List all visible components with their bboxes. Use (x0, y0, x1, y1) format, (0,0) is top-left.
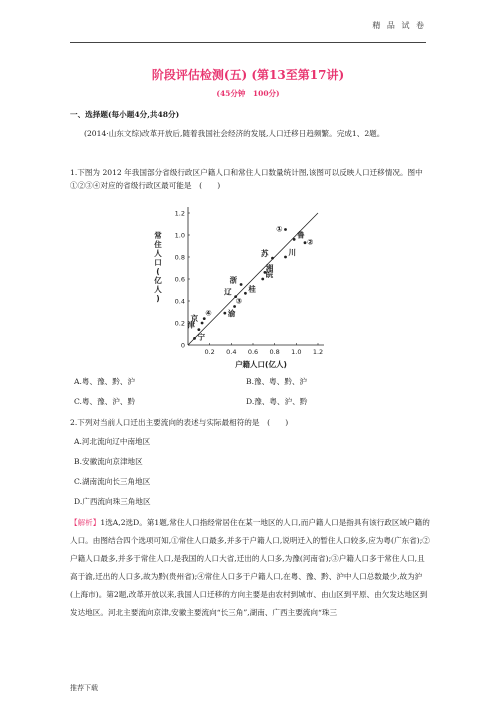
question-1-stem: 1.下图为 2012 年我国部分省级行政区户籍人口和常住人口数量统计图,该图可以反映人口迁移情况。图中①②③④对应的省级行政区最可能是 ( ) (70, 168, 423, 190)
q1-option-d: D.豫、粤、沪、黔 (246, 397, 308, 406)
y-tick-label: 1.0 (174, 231, 185, 240)
page-title: 阶段评估检测(五) (第13至第17讲) (151, 68, 345, 82)
y-axis-label-char: 人 (154, 249, 162, 258)
q2-option-b: B.安徽流向京津地区 (74, 457, 143, 466)
data-point (193, 337, 196, 340)
point-label: 浙 (229, 275, 238, 285)
data-point (197, 328, 200, 331)
header-divider (70, 42, 426, 43)
population-scatter-chart (150, 200, 360, 372)
y-axis-label-char: 常 (154, 231, 162, 240)
x-tick-label: 0.6 (247, 348, 259, 356)
page-footer: 推荐下载 (70, 684, 98, 692)
point-label: 辽 (224, 287, 232, 297)
page-header: 精 品 试 卷 (372, 21, 426, 30)
q1-option-a: A.粤、豫、黔、沪 (74, 377, 136, 386)
q2-option-c: C.湖南流向长三角地区 (74, 477, 151, 486)
y-tick-label: 0.2 (174, 319, 185, 328)
y-tick-label: 0.4 (174, 297, 185, 306)
point-label: ① (276, 224, 283, 234)
y-axis-label-char: 亿 (154, 276, 162, 285)
data-point (201, 322, 204, 325)
data-point (233, 305, 236, 308)
page-subtitle: (45分钟 100分) (216, 89, 280, 98)
point-label: ③ (235, 296, 242, 306)
point-label: ② (307, 237, 314, 247)
y-tick-label: 1.2 (174, 209, 185, 218)
point-label: 鲁 (297, 230, 305, 240)
y-axis-label-char: 人 (154, 285, 162, 294)
point-label: ④ (205, 308, 212, 318)
data-point (271, 257, 274, 260)
data-point (293, 238, 296, 241)
point-label: 皖 (265, 270, 274, 279)
analysis-paragraph (70, 514, 430, 622)
y-tick-label: 0.8 (174, 253, 185, 262)
y-tick-label: 0 (180, 341, 185, 350)
analysis-text: 1选A,2选D。第1题,常住人口指经常居住在某一地区的人口,而户籍人口是指具有该行政区域户籍的人口。由图结合四个选项可知,①常住人口最多,并多于户籍人口,说明迁入的暂住人口较多,应为粤(广东省);②户籍人口最多,并多于常住人口,是我国的人口大省,迁出的人口多,为豫(河南省);③户籍人口多于常住人口,且高于渝,迁出的人口多,故为黔(贵州省);④常住人口多于户籍人口,在粤、豫、黔、沪中人口总数最少,故为沪(上海市)。第2题,改革开放以来,我国人口迁移的方向主要是由农村到城市、由山区到平原、由欠发达地区到发达地区。河北主要流向京津,安徽主要流向“长三角”,湖南、广西主要流向“珠三 (70, 518, 430, 617)
y-tick-label: 0.6 (174, 275, 185, 284)
y-axis-label-char: 住 (154, 240, 162, 249)
q2-option-d: D.广西流向珠三角地区 (74, 497, 151, 506)
y-axis-label-char: ) (156, 294, 160, 303)
x-axis-label: 户籍人口(亿人) (235, 360, 287, 369)
x-tick-label: 0.4 (226, 348, 237, 356)
point-label: 津 (187, 320, 195, 330)
q1-option-b: B.豫、粤、黔、沪 (246, 377, 308, 386)
question-2-stem: 2.下列对当前人口迁出主要流向的表述与实际最相符的是 ( ) (70, 418, 289, 427)
point-label: 渝 (227, 309, 236, 319)
data-point (284, 256, 287, 259)
point-label: 京 (190, 314, 199, 323)
data-point (223, 312, 226, 315)
data-point (240, 283, 243, 286)
x-tick-label: 1.2 (312, 348, 324, 356)
q2-option-a: A.河北流向辽中南地区 (74, 437, 151, 446)
point-label: 桂 (248, 284, 256, 294)
intro-paragraph: (2014·山东文综)改革开放后,随着我国社会经济的发展,人口迁移日趋频繁。完成1、2题。 (84, 129, 385, 138)
x-tick-label: 0.8 (269, 348, 280, 356)
chart-plot-area (154, 207, 324, 369)
point-label: 苏 (261, 249, 269, 259)
data-point (203, 317, 206, 320)
q1-option-c: C.粤、豫、沪、黔 (74, 397, 136, 406)
x-tick-label: 1.0 (291, 348, 302, 356)
data-point (304, 241, 307, 244)
data-point (284, 228, 287, 231)
section-heading: 一、选择题(每小题4分,共48分) (70, 110, 180, 119)
point-label: 宁 (197, 332, 205, 342)
x-tick-label: 0.2 (204, 348, 215, 356)
data-point (261, 278, 264, 281)
analysis-tag: 【解析】 (70, 518, 101, 527)
point-label: 湘 (265, 263, 274, 273)
point-label: 川 (288, 248, 296, 257)
y-axis-label-char: ( (156, 267, 160, 276)
y-axis-label-char: 口 (154, 258, 162, 267)
data-point (244, 292, 247, 295)
